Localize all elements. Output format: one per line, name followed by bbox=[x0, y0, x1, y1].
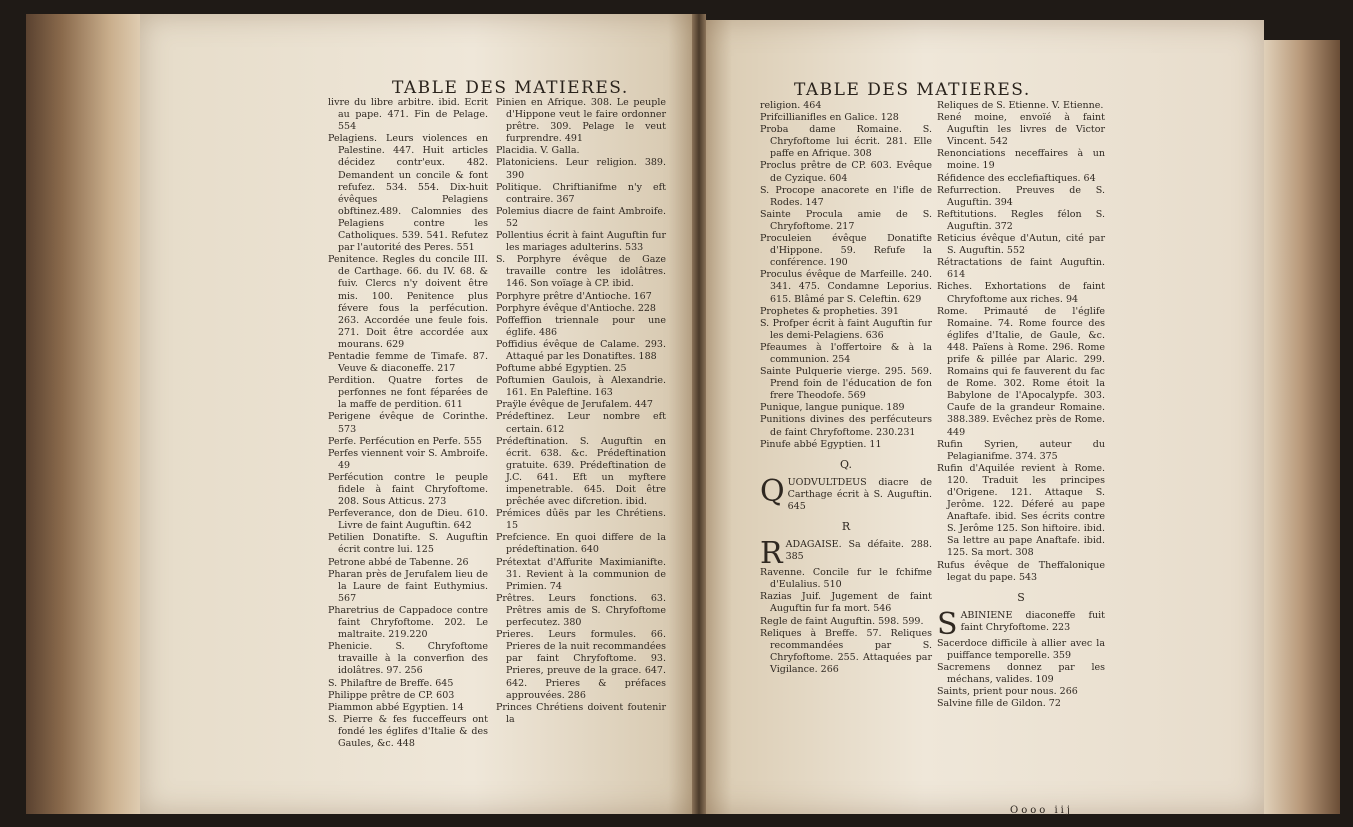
index-entry: Poffidius évêque de Calame. 293. Attaqué par les Donatiftes. 188 bbox=[496, 338, 666, 362]
index-entry: René moine, envoïé à faint Auguftin les livres de Victor Vincent. 542 bbox=[937, 112, 1105, 148]
index-entry: Proclus prêtre de CP. 603. Evêque de Cyzique. 604 bbox=[760, 160, 932, 184]
index-entry: Pharetrius de Cappadoce contre faint Chryfoftome. 202. Le maltraite. 219.220 bbox=[328, 604, 488, 641]
index-entry: Pinien en Afrique. 308. Le peuple d'Hippone veut le faire ordonner prêtre. 309. Pelage le veut furprendre. 491 bbox=[496, 97, 666, 145]
index-entry: Rufin Syrien, auteur du Pelagianifme. 374. 375 bbox=[937, 438, 1105, 462]
index-entry: Sainte Procula amie de S. Chryfoftome. 217 bbox=[760, 208, 932, 232]
index-entry: Prémices dûës par les Chrétiens. 15 bbox=[496, 508, 666, 532]
index-entry: S. Porphyre évêque de Gaze travaille contre les idolâtres. 146. Son voïage à CP. ibid. bbox=[496, 254, 666, 290]
index-entry: Penitence. Regles du concile III. de Carthage. 66. du IV. 68. & fuiv. Clercs n'y doivent être mis. 100. Penitence plus févere fous la perfécution. 263. Accordée une feule fois. 271. Doit être accordée aux mourans. 629 bbox=[328, 254, 488, 350]
index-entry: S. Profper écrit à faint Auguftin fur les demi-Pelagiens. 636 bbox=[760, 317, 932, 341]
index-entry: Perfes viennent voir S. Ambroife. 49 bbox=[328, 447, 488, 471]
index-entry: Placidia. V. Galla. bbox=[496, 145, 580, 157]
index-entry: Poffeffion triennale pour une églife. 486 bbox=[496, 314, 666, 338]
index-entry: Réfidence des ecclefiaftiques. 64 bbox=[937, 172, 1096, 184]
right-page-header: TABLE DES MATIERES. bbox=[794, 80, 1031, 100]
left-page-edges bbox=[26, 14, 146, 814]
index-entry: Reliques à Breffe. 57. Reliques recommandées par S. Chryfoftome. 255. Attaquées par Vigilance. 266 bbox=[760, 627, 932, 675]
index-entry-r-text: ADAGAISE. Sa défaite. 288. 385 bbox=[785, 539, 932, 563]
drop-cap-r: R bbox=[760, 536, 783, 572]
index-entry: Sacremens donnez par les méchans, valides. 109 bbox=[937, 662, 1105, 686]
left-column-2 bbox=[496, 97, 666, 726]
index-entry: Perfe. Perfécution en Perfe. 555 bbox=[328, 435, 482, 447]
index-entry: Reliques de S. Etienne. V. Etienne. bbox=[937, 100, 1104, 111]
index-entry: Pentadie femme de Timafe. 87. Veuve & diaconeffe. 217 bbox=[328, 350, 488, 375]
index-entry: Piammon abbé Egyptien. 14 bbox=[328, 701, 464, 713]
index-entry: S. Philaftre de Breffe. 645 bbox=[328, 677, 454, 689]
index-entry: Reftitutions. Regles félon S. Auguftin. 372 bbox=[937, 208, 1105, 232]
left-column-1 bbox=[328, 97, 488, 750]
drop-cap-s: S bbox=[937, 606, 958, 642]
signature-mark: Oooo iij bbox=[1010, 805, 1073, 816]
index-entry: Politique. Chriftianifme n'y eft contraire. 367 bbox=[496, 181, 666, 205]
index-entry-r bbox=[760, 536, 932, 572]
right-page-edges bbox=[1262, 40, 1340, 814]
left-page-header: TABLE DES MATIERES. bbox=[392, 78, 629, 98]
index-entry: Prétextat d'Affurite Maximianifte. 31. Revient à la communion de Primien. 74 bbox=[496, 556, 666, 592]
index-entry: Rufus évêque de Theffalonique legat du pape. 543 bbox=[937, 559, 1105, 583]
index-entry: Phenicie. S. Chryfoftome travaille à la converfion des idolâtres. 97. 256 bbox=[328, 641, 488, 677]
index-entry: Reticius évêque d'Autun, cité par S. Auguftin. 552 bbox=[937, 233, 1105, 257]
index-entry: Princes Chrétiens doivent foutenir la bbox=[496, 701, 666, 725]
index-entry: livre du libre arbitre. ibid. Ecrit au pape. 471. Fin de Pelage. 554 bbox=[328, 97, 488, 133]
index-entry: Rétractations de faint Auguftin. 614 bbox=[937, 257, 1105, 281]
index-entry: Punitions divines des perfécuteurs de faint Chryfoftome. 230.231 bbox=[760, 414, 932, 438]
index-entry: Pollentius écrit à faint Auguftin fur les mariages adulterins. 533 bbox=[496, 230, 666, 254]
index-entry: Renonciations neceffaires à un moine. 19 bbox=[937, 148, 1105, 172]
index-entry: Porphyre prêtre d'Antioche. 167 bbox=[496, 290, 652, 302]
index-entry: Prefcience. En quoi differe de la prédeftination. 640 bbox=[496, 532, 666, 556]
index-entry: Saints, prient pour nous. 266 bbox=[937, 686, 1078, 698]
index-entry: Proba dame Romaine. S. Chryfoftome lui écrit. 281. Elle paffe en Afrique. 308 bbox=[760, 124, 932, 160]
index-entry: Sainte Pulquerie vierge. 295. 569. Prend foin de l'éducation de fon frere Theodofe. 569 bbox=[760, 366, 932, 402]
index-entry: Prophetes & propheties. 391 bbox=[760, 305, 899, 317]
section-letter-r: R bbox=[841, 520, 851, 534]
index-entry: Pinufe abbé Egyptien. 11 bbox=[760, 438, 882, 450]
index-entry: Perfeverance, don de Dieu. 610. Livre de faint Auguftin. 642 bbox=[328, 508, 488, 532]
index-entry: Prêtres. Leurs fonctions. 63. Prêtres amis de S. Chryfoftome perfecutez. 380 bbox=[496, 592, 666, 629]
index-entry: Polemius diacre de faint Ambroife. 52 bbox=[496, 205, 666, 229]
index-entry: Poftume abbé Egyptien. 25 bbox=[496, 363, 627, 375]
drop-cap-q: Q bbox=[760, 473, 785, 509]
index-entry: Pharan près de Jerufalem lieu de la Laure de faint Euthymius. 567 bbox=[328, 568, 488, 604]
index-entry-q-text: UODVULTDEUS diacre de Carthage écrit à S. Auguftin. 645 bbox=[787, 476, 932, 512]
index-entry: Pelagiens. Leurs violences en Palestine. 447. Huit articles décidez contr'eux. 482. Demandent un concile & font refufez. 534. 554. Dix-huit évêques Pelagiens obftinez.489. Calomnies des Pelagiens contre les Catholiques. 539. 541. Refutez par l'autorité des Peres. 551 bbox=[328, 133, 488, 254]
index-entry: Razias Juif. Jugement de faint Auguftin fur fa mort. 546 bbox=[760, 591, 932, 615]
index-entry: Rome. Primauté de l'églife Romaine. 74. Rome fource des églifes d'Italie, de Gaule, &c. 448. Païens à Rome. 296. Rome prife & pillée par Alaric. 299. Romains qui fe fauverent du fac de Rome. 302. Rome étoit la Babylone de l'Apocalypfe. 303. Caufe de la grandeur Romaine. 388.389. Evêchez près de Rome. 449 bbox=[937, 305, 1105, 438]
index-entry: Porphyre évêque d'Antioche. 228 bbox=[496, 302, 656, 314]
index-entry: S. Pierre & fes fucceffeurs ont fondé les églifes d'Italie & des Gaules, &c. 448 bbox=[328, 713, 488, 749]
index-entry: Perigene évêque de Corinthe. 573 bbox=[328, 411, 488, 435]
index-entry: Proculeien évêque Donatifte d'Hippone. 59. Refufe la conférence. 190 bbox=[760, 233, 932, 269]
index-entry: Punique, langue punique. 189 bbox=[760, 402, 905, 414]
section-letter-s: S bbox=[1017, 590, 1025, 604]
index-entry-q bbox=[760, 473, 932, 513]
index-entry: Riches. Exhortations de faint Chryfoftome aux riches. 94 bbox=[937, 281, 1105, 305]
index-entry: Prédeftinez. Leur nombre eft certain. 612 bbox=[496, 411, 666, 435]
book-gutter bbox=[692, 14, 706, 814]
right-column-1 bbox=[760, 100, 932, 676]
index-entry: Perdition. Quatre fortes de perfonnes ne font féparées de la maffe de perdition. 611 bbox=[328, 375, 488, 411]
index-entry-s bbox=[937, 606, 1105, 642]
index-entry: Praÿle évêque de Jerufalem. 447 bbox=[496, 399, 653, 411]
index-entry: Prifcillianifles en Galice. 128 bbox=[760, 112, 899, 124]
index-entry: Salvine fille de Gildon. 72 bbox=[937, 698, 1061, 710]
index-entry: Proculus évêque de Marfeille. 240. 341. 475. Condamne Leporius. 615. Blâmé par S. Celeftin. 629 bbox=[760, 269, 932, 305]
right-column-2 bbox=[937, 100, 1105, 710]
index-entry: Petrone abbé de Tabenne. 26 bbox=[328, 556, 469, 568]
index-entry: religion. 464 bbox=[760, 100, 822, 111]
index-entry: S. Procope anacorete en l'ifle de Rodes. 147 bbox=[760, 184, 932, 208]
index-entry: Sacerdoce difficile à allier avec la puiffance temporelle. 359 bbox=[937, 637, 1105, 661]
index-entry: Rufin d'Aquilée revient à Rome. 120. Traduit les principes d'Origene. 121. Attaque S. Jerôme. 122. Déferé au pape Anaftafe. ibid. Ses écrits contre S. Jerôme 125. Son hiftoire. ibid. Sa lettre au pape Anaftafe. ibid. 125. Sa mort. 308 bbox=[937, 462, 1105, 559]
index-entry: Philippe prêtre de CP. 603 bbox=[328, 689, 455, 701]
index-entry: Poftumien Gaulois, à Alexandrie. 161. En Paleftine. 163 bbox=[496, 375, 666, 399]
index-entry: Perfécution contre le peuple fidele à faint Chryfoftome. 208. Sous Atticus. 273 bbox=[328, 471, 488, 508]
index-entry: Pfeaumes à l'offertoire & à la communion. 254 bbox=[760, 341, 932, 365]
index-entry: Refurrection. Preuves de S. Auguftin. 394 bbox=[937, 184, 1105, 208]
section-letter-q: Q. bbox=[840, 457, 852, 471]
index-entry: Petilien Donatifte. S. Auguftin écrit contre lui. 125 bbox=[328, 532, 488, 556]
index-entry: Regle de faint Auguftin. 598. 599. bbox=[760, 615, 924, 627]
index-entry: Platoniciens. Leur religion. 389. 390 bbox=[496, 157, 666, 181]
index-entry: Ravenne. Concile fur le fchifme d'Eulalius. 510 bbox=[760, 567, 932, 591]
index-entry: Prieres. Leurs formules. 66. Prieres de la nuit recommandées par faint Chryfoftome. 93. Prieres, preuve de la grace. 647. 642. Prieres & préfaces approuvées. 286 bbox=[496, 629, 666, 701]
index-entry-s-text: ABINIENE diaconeffe fuit faint Chryfoftome. 223 bbox=[960, 609, 1105, 633]
index-entry: Prédeftination. S. Auguftin en écrit. 638. &c. Prédeftination gratuite. 639. Prédeftination de J.C. 641. Eft un myftere impenetrable. 645. Doit être prêchée avec difcretion. ibid. bbox=[496, 435, 666, 508]
